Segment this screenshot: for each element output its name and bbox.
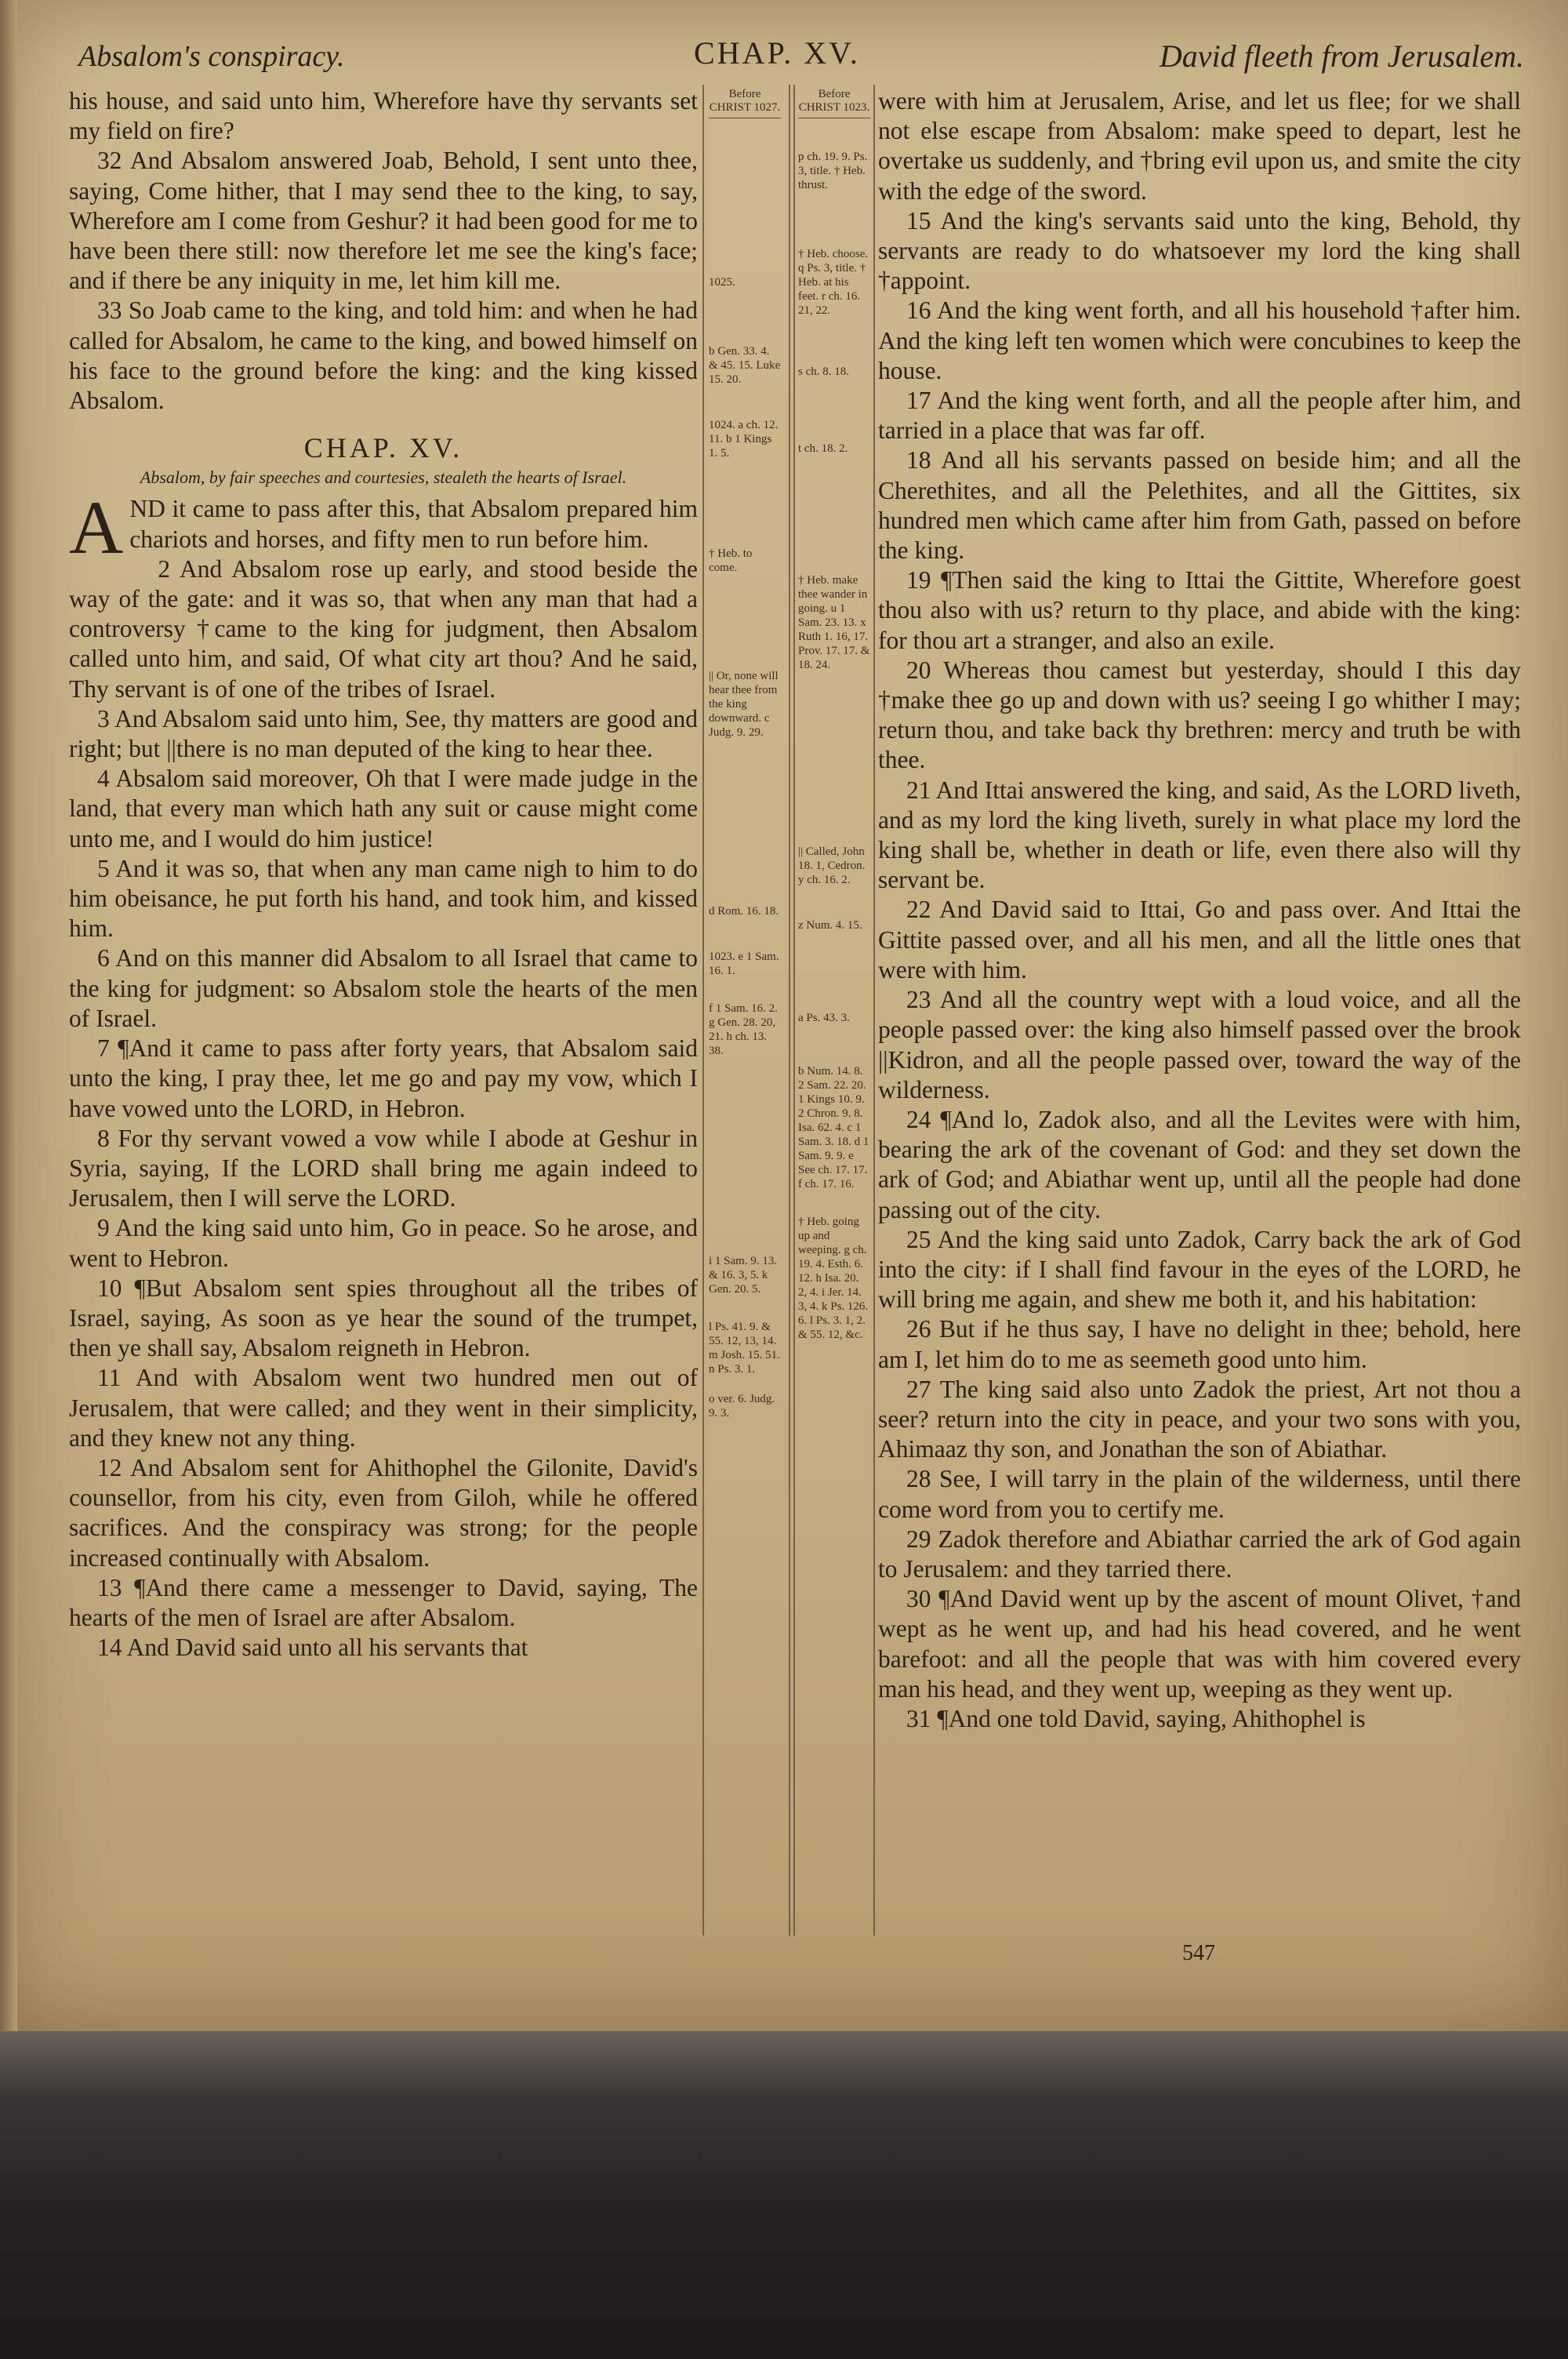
verse-paragraph: 14 And David said unto all his servants that xyxy=(97,1634,528,1662)
margin-note: 1024. a ch. 12. 11. b 1 Kings 1. 5. xyxy=(709,419,779,460)
verse-paragraph: 16 And the king went forth, and all his household †after him. And the king left ten women which were concubines to keep the house. xyxy=(878,296,1521,384)
margin-note: a Ps. 43. 3. xyxy=(798,1012,850,1024)
margin-note: † Heb. going up and weeping. g ch. 19. 4. Esth. 6. 12. h Isa. 20. 2, 4. i Jer. 14. 3, 4. k Ps. 126. 6. l Ps. 3. 1, 2. & 55. 12, &c. xyxy=(798,1216,869,1341)
page-edge xyxy=(0,0,17,2031)
verse-paragraph: 24 ¶And lo, Zadok also, and all the Levites were with him, bearing the ark of the covenant of God: and they set down the ark of God; and Abiathar went up, until all the people had done passing out of the city. xyxy=(878,1105,1521,1223)
verse-paragraph: 11 And with Absalom went two hundred men out of Jerusalem, that were called; and they went in their simplicity, and they knew not any thing. xyxy=(69,1364,698,1452)
margin-note: s ch. 8. 18. xyxy=(798,365,849,378)
verse-paragraph: 7 ¶And it came to pass after forty years, that Absalom said unto the king, I pray thee, let me go and pay my vow, which I have vowed unto the LORD, in Hebron. xyxy=(69,1034,698,1122)
verse-paragraph-first xyxy=(69,485,698,570)
column-rule xyxy=(789,85,790,1936)
margin-note: || Called, John 18. 1, Cedron. y ch. 16. 2. xyxy=(798,845,866,886)
first-verse-text: ND it came to pass after this, that Absalom prepared him chariots and horses, and fifty men to run before him. xyxy=(129,495,698,553)
verse-paragraph: 4 Absalom said moreover, Oh that I were made judge in the land, that every man which hath any suit or cause might come unto me, and I would do him justice! xyxy=(69,765,698,852)
margin-note: l Ps. 41. 9. & 55. 12, 13, 14. m Josh. 15. 51. n Ps. 3. 1. xyxy=(709,1321,780,1376)
margin-note: d Rom. 16. 18. xyxy=(709,905,779,918)
verse-paragraph: 22 And David said to Ittai, Go and pass over. And Ittai the Gittite passed over, and all his men, and all the little ones that were with him. xyxy=(878,896,1521,983)
page-number: 547 xyxy=(1182,1941,1215,1965)
margin-note: f 1 Sam. 16. 2. g Gen. 28. 20, 21. h ch. 13. 38. xyxy=(709,1002,778,1057)
verse-paragraph: 25 And the king said unto Zadok, Carry back the ark of God into the city: if I shall find favour in the eyes of the LORD, he will bring me again, and shew me both it, and his habitation: xyxy=(878,1225,1521,1314)
verse-paragraph: 33 So Joab came to the king, and told him: and when he had called for Absalom, he came to the king, and bowed himself on his face to the ground before the king: and the king kissed Absalom. xyxy=(69,296,698,415)
verse-paragraph: 29 Zadok therefore and Abiathar carried the ark of God again to Jerusalem: and they tarried there. xyxy=(878,1525,1521,1583)
verse-paragraph: 23 And all the country wept with a loud voice, and all the people passed over: the king also himself passed over the brook ||Kidron, and all the people passed over, toward the way of the wilderness. xyxy=(878,986,1521,1103)
verse-paragraph: 30 ¶And David went up by the ascent of mount Olivet, †and wept as he went up, and had his head covered, and he went barefoot: and all the people that was with him covered every man his head, and they went up, weeping as they went up. xyxy=(878,1585,1521,1703)
margin-note: 1025. xyxy=(709,276,735,289)
verse-paragraph: 26 But if he thus say, I have no delight in thee; behold, here am I, let him do to me as seemeth good unto him. xyxy=(878,1315,1521,1373)
verse-paragraph: his house, and said unto him, Wherefore have thy servants set my field on fire? xyxy=(69,87,698,145)
verse-paragraph: 15 And the king's servants said unto the king, Behold, thy servants are ready to do whatsoever my lord the king shall †appoint. xyxy=(878,206,1521,295)
verse-paragraph: 2 And Absalom rose up early, and stood beside the way of the gate: and it was so, that when any man that had a controversy †came to the king for judgment, then Absalom called unto him, and said, Of what city art thou? And he said, Thy servant is of one of the tribes of Israel. xyxy=(69,554,698,703)
margin-header: Before CHRIST 1023. xyxy=(798,88,870,118)
running-head xyxy=(0,35,1568,82)
running-head-right: David fleeth from Jerusalem. xyxy=(1159,38,1524,74)
margin-note: z Num. 4. 15. xyxy=(798,919,862,932)
left-column xyxy=(69,86,698,1663)
margin-note: 1023. e 1 Sam. 16. 1. xyxy=(709,951,779,977)
verse-paragraph: 21 And Ittai answered the king, and said, As the LORD liveth, and as my lord the king liveth, surely in what place my lord the king shall be, whether in death or life, even there also will thy servant be. xyxy=(878,776,1521,894)
column-rule xyxy=(793,85,795,1936)
chapter-heading: CHAP. XV. xyxy=(303,432,463,464)
verse-paragraph: 13 ¶And there came a messenger to David, saying, The hearts of the men of Israel are after Absalom. xyxy=(69,1573,698,1631)
margin-note: b Gen. 33. 4. & 45. 15. Luke 15. 20. xyxy=(709,345,781,386)
chapter-summary: Absalom, by fair speeches and courtesies, stealeth the hearts of Israel. xyxy=(140,467,627,488)
right-column xyxy=(878,86,1521,1734)
margin-notes-left xyxy=(709,88,781,1430)
margin-note: || Or, none will hear thee from the king downward. c Judg. 9. 29. xyxy=(709,670,779,739)
margin-note: † Heb. choose. q Ps. 3, title. † Heb. at his feet. r ch. 16. 21, 22. xyxy=(798,248,869,317)
verse-paragraph: 20 Whereas thou camest but yesterday, should I this day †make thee go up and down with us? seeing I go whither I may; return thou, and take back thy brethren: mercy and truth be with thee. xyxy=(878,656,1521,774)
drop-cap: A xyxy=(69,485,124,570)
verse-paragraph: were with him at Jerusalem, Arise, and let us flee; for we shall not else escape from Absalom: make speed to depart, lest he overtake us suddenly, and †bring evil upon us, and smite the city with the edge of the sword. xyxy=(878,87,1521,205)
background-below-page xyxy=(0,2031,1568,2359)
margin-notes-right xyxy=(798,88,870,1351)
running-head-center: CHAP. XV. xyxy=(694,35,860,71)
verse-paragraph: 6 And on this manner did Absalom to all Israel that came to the king for judgment: so Absalom stole the hearts of the men of Israel. xyxy=(69,944,698,1032)
column-rule xyxy=(702,85,704,1936)
verse-paragraph: 9 And the king said unto him, Go in peace. So he arose, and went to Hebron. xyxy=(69,1214,698,1272)
verse-paragraph: 5 And it was so, that when any man came nigh to him to do him obeisance, he put forth his hand, and took him, and kissed him. xyxy=(69,854,698,943)
verse-paragraph: 12 And Absalom sent for Ahithophel the Gilonite, David's counsellor, from his city, even from Giloh, while he offered sacrifices. And the conspiracy was strong; for the people increased continually with Absalom. xyxy=(69,1453,698,1572)
margin-note: † Heb. make thee wander in going. u 1 Sam. 23. 13. x Ruth 1. 16, 17. Prov. 17. 17. & 18. 24. xyxy=(798,574,870,671)
margin-note: o ver. 6. Judg. 9. 3. xyxy=(709,1393,775,1419)
verse-paragraph: 27 The king said also unto Zadok the priest, Art not thou a seer? return into the city in peace, and your two sons with you, Ahimaaz thy son, and Jonathan the son of Abiathar. xyxy=(878,1375,1521,1463)
verse-paragraph: 19 ¶Then said the king to Ittai the Gittite, Wherefore goest thou also with us? return to thy place, and abide with the king: for thou art a stranger, and also an exile. xyxy=(878,566,1521,654)
margin-note: † Heb. to come. xyxy=(709,547,753,574)
verse-paragraph: 8 For thy servant vowed a vow while I abode at Geshur in Syria, saying, If the LORD shall bring me again indeed to Jerusalem, then I will serve the LORD. xyxy=(69,1124,698,1212)
running-head-left: Absalom's conspiracy. xyxy=(78,40,345,73)
margin-note: t ch. 18. 2. xyxy=(798,442,848,455)
verse-paragraph: 10 ¶But Absalom sent spies throughout all the tribes of Israel, saying, As soon as ye hear the sound of the trumpet, then ye shall say, Absalom reigneth in Hebron. xyxy=(69,1274,698,1362)
verse-paragraph: 17 And the king went forth, and all the people after him, and tarried in a place that was far off. xyxy=(878,387,1521,445)
verse-paragraph: 28 See, I will tarry in the plain of the wilderness, until there come word from you to certify me. xyxy=(878,1465,1521,1523)
margin-note: b Num. 14. 8. 2 Sam. 22. 20. 1 Kings 10. 9. 2 Chron. 9. 8. Isa. 62. 4. c 1 Sam. 3. 18. d 1 Sam. 9. 9. e See ch. 17. 17. f ch. 17. 16. xyxy=(798,1065,869,1190)
margin-note: i 1 Sam. 9. 13. & 16. 3, 5. k Gen. 20. 5. xyxy=(709,1255,778,1296)
verse-paragraph: 18 And all his servants passed on beside him; and all the Cherethites, and all the Pelethites, and all the Gittites, six hundred men which came after him from Gath, passed on before the king. xyxy=(878,446,1521,565)
verse-paragraph: 32 And Absalom answered Joab, Behold, I sent unto thee, saying, Come hither, that I may send thee to the king, to say, Wherefore am I come from Geshur? it had been good for me to have been there still: now therefore let me see the king's face; and if there be any iniquity in me, let him kill me. xyxy=(69,147,698,295)
column-rule xyxy=(873,85,875,1936)
verse-paragraph: 31 ¶And one told David, saying, Ahithophel is xyxy=(906,1704,1366,1732)
verse-paragraph: 3 And Absalom said unto him, See, thy matters are good and right; but ||there is no man deputed of the king to hear thee. xyxy=(69,704,698,763)
margin-header: Before CHRIST 1027. xyxy=(709,88,781,118)
margin-note: p ch. 19. 9. Ps. 3, title. † Heb. thrust. xyxy=(798,151,868,191)
